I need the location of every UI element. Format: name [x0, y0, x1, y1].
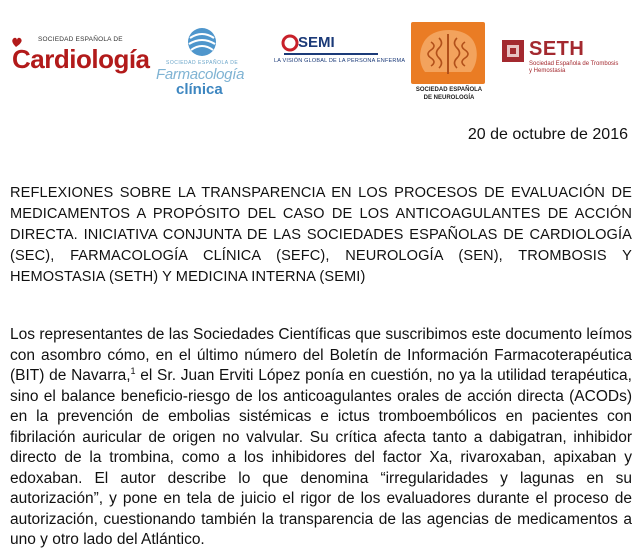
- sec-logo-small-text: SOCIEDAD ESPAÑOLA DE: [38, 36, 123, 43]
- sen-caption-line2: DE NEUROLOGÍA: [423, 95, 475, 101]
- sec-logo-name: Cardiología: [12, 44, 150, 74]
- globe-icon: [186, 26, 218, 58]
- sen-logo: [411, 22, 487, 108]
- semi-swoosh-icon: [270, 34, 300, 54]
- sefc-logo-line1: Farmacología: [156, 66, 245, 83]
- semi-logo-name: SEMI: [298, 34, 335, 51]
- sefc-logo-line2: clínica: [176, 81, 223, 98]
- sec-logo: [8, 36, 150, 74]
- semi-logo-tagline: LA VISIÓN GLOBAL DE LA PERSONA ENFERMA: [274, 58, 406, 64]
- semi-logo: [270, 34, 406, 70]
- brain-icon: [411, 22, 485, 84]
- document-title: REFLEXIONES SOBRE LA TRANSPARENCIA EN LOS PROCESOS DE EVALUACIÓN DE MEDICAMENTOS A PROPÓSITO DEL CASO DE LOS ANTICOAGULANTES DE ACCIÓN DIRECTA. INICIATIVA CONJUNTA DE LAS SOCIEDADES ESPAÑOLAS DE CARDIOLOGÍA (SEC), FARMACOLOGÍA CLÍNICA (SEFC), NEUROLOGÍA (SEN), TROMBOSIS Y HEMOSTASIA (SETH) Y MEDICINA INTERNA (SEMI): [10, 185, 632, 285]
- seth-logo: [502, 38, 638, 76]
- sefc-logo-small-text: SOCIEDAD ESPAÑOLA DE: [166, 60, 239, 66]
- seth-logo-name: SETH: [529, 38, 585, 60]
- seth-sub-line2: y Hemostasia: [529, 68, 566, 74]
- document-body: [10, 325, 632, 551]
- logo-banner: [0, 0, 640, 110]
- body-text-part1: Los representantes de las Sociedades Científicas que suscribimos este documento leímos con asombro cómo, en el último número del Boletín de Información Farmacoterapéutica (BIT) de Navarra,: [10, 326, 632, 384]
- seth-mark-icon: [502, 40, 524, 62]
- brain-emblem: [411, 22, 485, 84]
- footnote-reference[interactable]: 1: [130, 365, 136, 376]
- seth-logo-subtitle: [529, 61, 618, 75]
- sen-logo-caption: [411, 86, 487, 102]
- semi-logo-stripe: [284, 53, 378, 55]
- seth-sub-line1: Sociedad Española de Trombosis: [529, 61, 619, 67]
- body-text-part2: el Sr. Juan Erviti López ponía en cuestión, no ya la utilidad terapéutica, sino el balance beneficio-riesgo de los anticoagulantes orales de acción directa (ACODs) en la prevención de embolias sistémicas e ictus tromboembólicos en pacientes con fibrilación auricular de origen no valvular. Su crítica afecta tanto a dabigatran, inhibidor directo de la trombina, como a los inhibidores del factor Xa, rivaroxaban, apixaban y edoxaban. El autor describe lo que denomina “irregularidades y lagunas en su autorización”, y pone en tela de juicio el rigor de los evaluadores durante el proceso de autorización, cuestionando también la transparencia de las agencias de medicamentos a uno y otro lado del Atlántico.: [10, 367, 632, 548]
- body-paragraph: [10, 325, 632, 551]
- document-date: 20 de octubre de 2016: [467, 126, 628, 143]
- sefc-logo: [156, 26, 256, 96]
- sen-caption-line1: SOCIEDAD ESPAÑOLA: [415, 87, 483, 93]
